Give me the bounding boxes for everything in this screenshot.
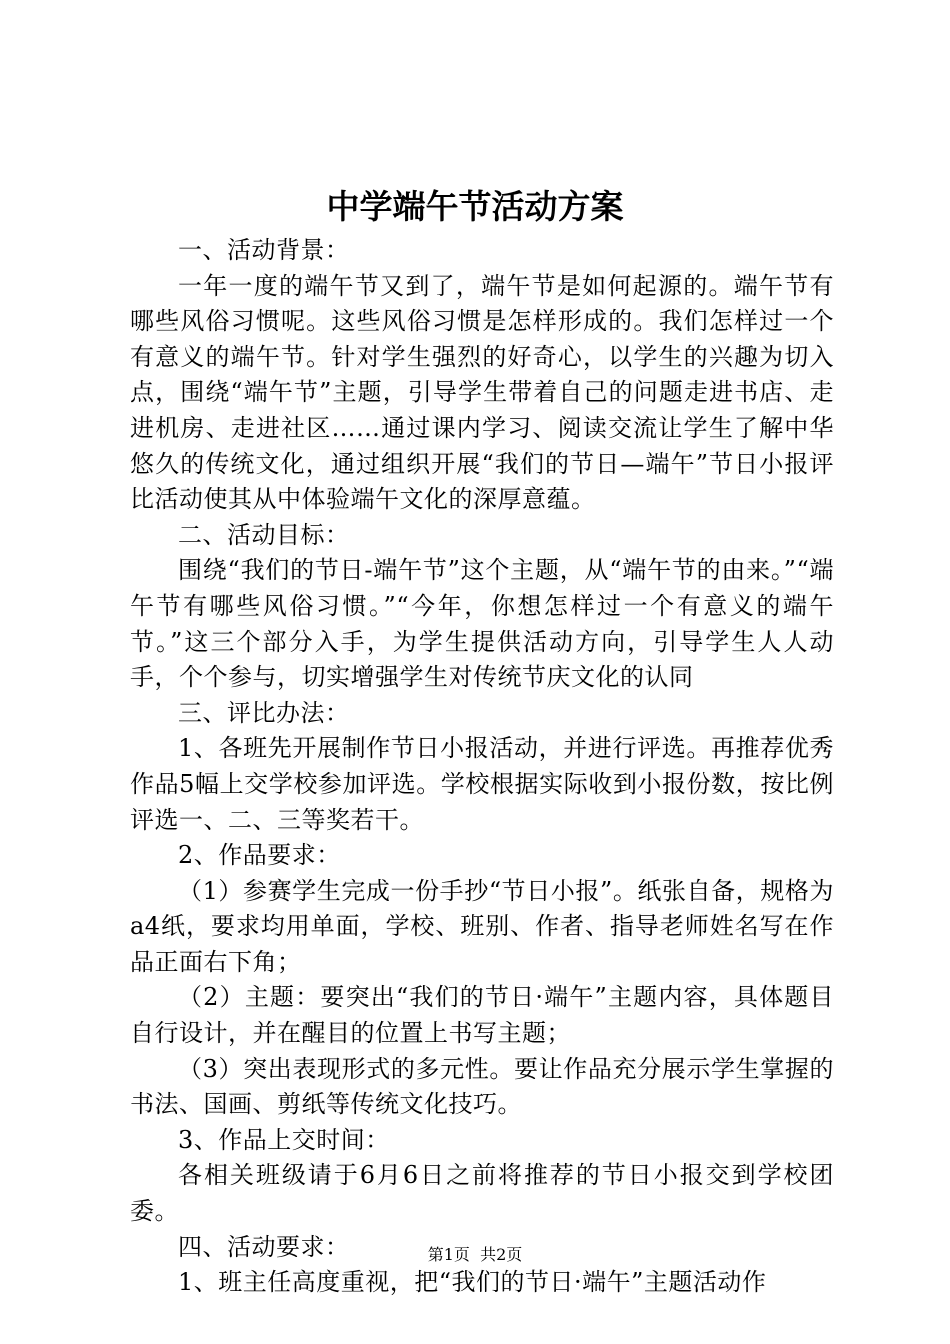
document-body	[130, 233, 834, 1301]
page-number: 第1页 共2页	[427, 1245, 523, 1264]
section-heading-activity-requirements: 四、活动要求：	[178, 1232, 350, 1261]
paragraph-goals: 围绕“我们的节日-端午节”这个主题，从“端午节的由来。”“端午节有哪些风俗习惯。”“今年，你想怎样过一个有意义的端午节。”这三个部分入手，为学生提供活动方向，引导学生人人动手，个个参与，切实增强学生对传统节庆文化的认同	[130, 556, 834, 692]
document-title: 中学端午节活动方案	[326, 187, 624, 226]
page-footer	[0, 1243, 950, 1267]
paragraph-requirement-3: （3）突出表现形式的多元性。要让作品充分展示学生掌握的书法、国画、剪纸等传统文化技巧。	[130, 1054, 834, 1119]
paragraph-requirement-2: （2）主题：要突出“我们的节日·端午”主题内容，具体题目自行设计，并在醒目的位置上书写主题；	[130, 983, 834, 1048]
paragraph-submission-time: 各相关班级请于6月6日之前将推荐的节日小报交到学校团委。	[130, 1161, 834, 1226]
section-heading-evaluation: 三、评比办法：	[178, 698, 350, 727]
paragraph-background: 一年一度的端午节又到了，端午节是如何起源的。端午节有哪些风俗习惯呢。这些风俗习惯是怎样形成的。我们怎样过一个有意义的端午节。针对学生强烈的好奇心，以学生的兴趣为切入点，围绕“端午节”主题，引导学生带着自己的问题走进书店、走进机房、走进社区……通过课内学习、阅读交流让学生了解中华悠久的传统文化，通过组织开展“我们的节日—端午”节日小报评比活动使其从中体验端午文化的深厚意蕴。	[130, 271, 834, 514]
paragraph-evaluation-1: 1、各班先开展制作节日小报活动，并进行评选。再推荐优秀作品5幅上交学校参加评选。学校根据实际收到小报份数，按比例评选一、二、三等奖若干。	[130, 734, 834, 834]
paragraph-requirement-1: （1）参赛学生完成一份手抄“节日小报”。纸张自备，规格为a4纸，要求均用单面，学校、班别、作者、指导老师姓名写在作品正面右下角；	[130, 876, 834, 976]
subheading-work-requirements: 2、作品要求：	[178, 841, 341, 870]
section-heading-goals: 二、活动目标：	[178, 520, 350, 549]
paragraph-activity-requirement-1: 1、班主任高度重视，把“我们的节日·端午”主题活动作	[178, 1268, 767, 1297]
subheading-submission-time: 3、作品上交时间：	[178, 1125, 390, 1154]
section-heading-background: 一、活动背景：	[178, 236, 350, 264]
